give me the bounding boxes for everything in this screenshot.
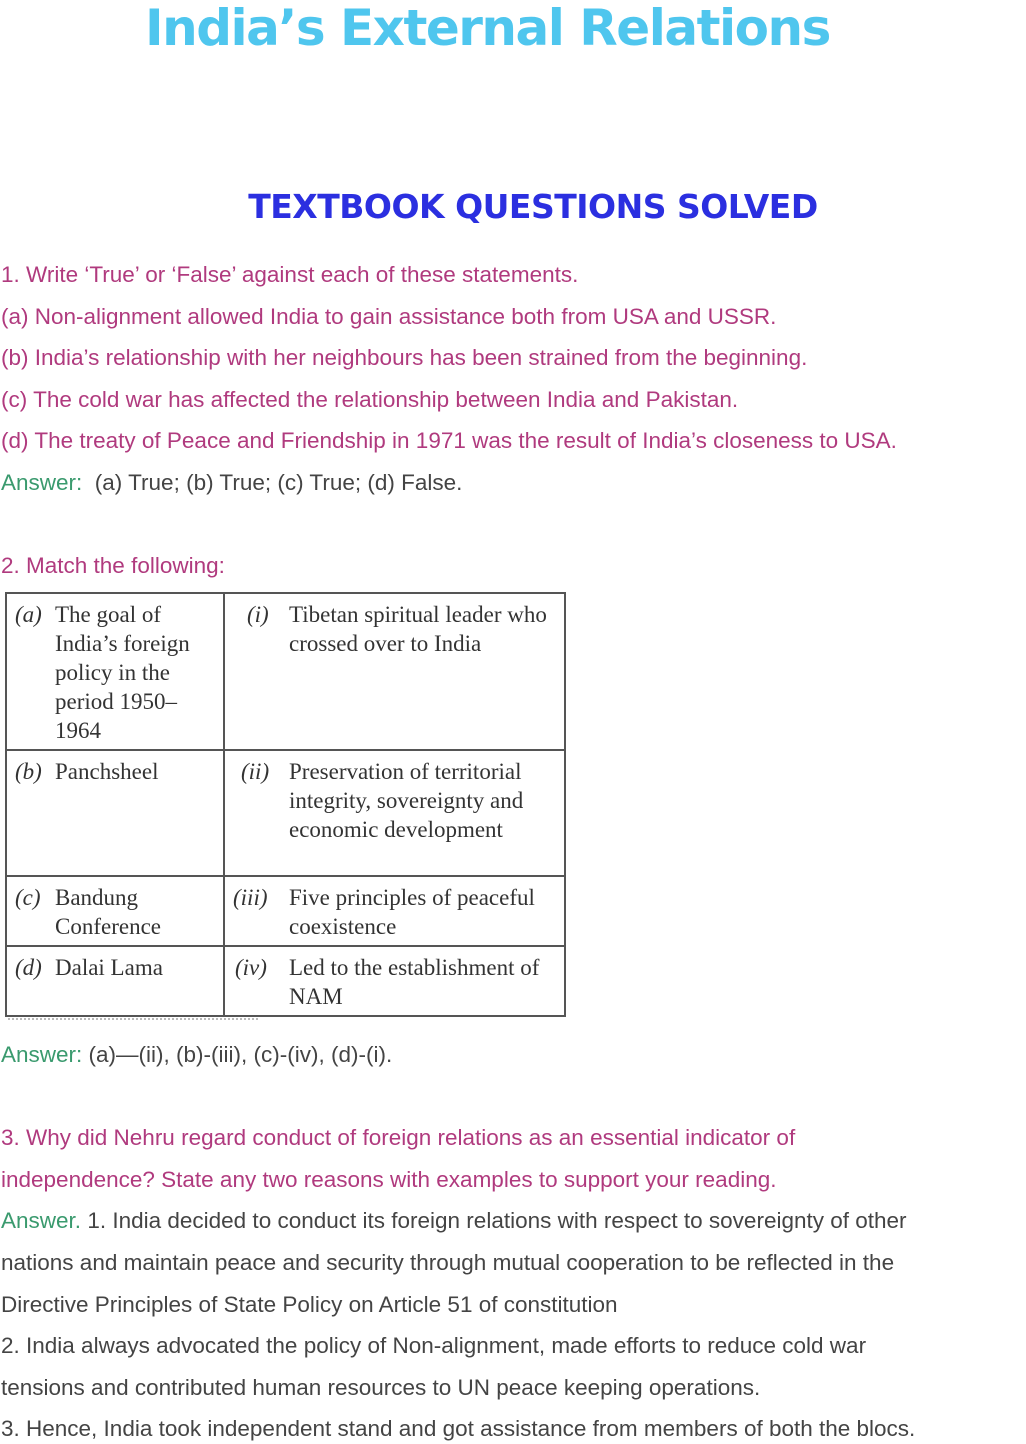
- match-text: Panchsheel: [55, 759, 159, 784]
- match-label: (c): [15, 885, 41, 910]
- q2-answer: [1, 1040, 392, 1070]
- table-row: [6, 593, 565, 750]
- q2-question: 2. Match the following:: [1, 553, 225, 578]
- match-table: [5, 592, 566, 1017]
- match-right-cell-ii: [224, 750, 565, 876]
- q1-statement-a: (a) Non-alignment allowed India to gain assistance both from USA and USSR.: [1, 304, 777, 329]
- q3-answer-line-3: Directive Principles of State Policy on Article 51 of constitution: [1, 1292, 618, 1317]
- q3-question-line-1: 3. Why did Nehru regard conduct of foreign relations as an essential indicator of: [1, 1125, 796, 1150]
- match-left-cell-c: [6, 876, 224, 946]
- q3-answer-line-2: nations and maintain peace and security through mutual cooperation to be reflected in the: [1, 1250, 895, 1275]
- match-label: (iii): [233, 885, 268, 910]
- q3-answer-line-1: [1, 1206, 907, 1236]
- q1-answer-label: Answer:: [1, 470, 83, 495]
- match-text: Preservation of territorial integrity, sovereignty and economic development: [289, 759, 524, 842]
- scan-artifact-divider: [8, 1018, 258, 1024]
- q3-answer-label: Answer.: [1, 1208, 82, 1233]
- table-row: [6, 750, 565, 876]
- section-heading: TEXTBOOK QUESTIONS SOLVED: [248, 187, 818, 226]
- match-label: (i): [247, 602, 269, 627]
- q3-answer-text: 1. India decided to conduct its foreign relations with respect to sovereignty of other: [87, 1208, 907, 1233]
- match-text: Dalai Lama: [55, 955, 163, 980]
- match-label: (d): [15, 955, 42, 980]
- q1-statement-b: (b) India’s relationship with her neighbours has been strained from the beginning.: [1, 345, 808, 370]
- match-text: Bandung Conference: [55, 885, 161, 939]
- match-label: (b): [15, 759, 42, 784]
- q1-answer: [1, 468, 462, 498]
- match-text: The goal of India’s foreign policy in the period 1950–1964: [55, 602, 190, 743]
- page-title: India’s External Relations: [145, 0, 830, 57]
- q1-statement-c: (c) The cold war has affected the relationship between India and Pakistan.: [1, 387, 739, 412]
- match-label: (a): [15, 602, 42, 627]
- q3-answer-line-4: 2. India always advocated the policy of Non-alignment, made efforts to reduce cold war: [1, 1333, 867, 1358]
- match-right-cell-iv: [224, 946, 565, 1016]
- match-left-cell-a: [6, 593, 224, 750]
- q2-answer-label: Answer:: [1, 1042, 83, 1067]
- match-text: Led to the establishment of NAM: [289, 955, 540, 1009]
- q1-question: 1. Write ‘True’ or ‘False’ against each of these statements.: [1, 262, 579, 287]
- q3-answer-line-6: 3. Hence, India took independent stand and got assistance from members of both the blocs.: [1, 1416, 916, 1441]
- match-text: Tibetan spiritual leader who crossed over to India: [289, 602, 547, 656]
- q2-answer-text: (a)—(ii), (b)-(iii), (c)-(iv), (d)-(i).: [88, 1042, 393, 1067]
- q3-answer-line-5: tensions and contributed human resources to UN peace keeping operations.: [1, 1375, 761, 1400]
- table-row: [6, 946, 565, 1016]
- match-label: (ii): [241, 759, 270, 784]
- match-right-cell-i: [224, 593, 565, 750]
- match-left-cell-d: [6, 946, 224, 1016]
- q1-statement-d: (d) The treaty of Peace and Friendship in 1971 was the result of India’s closeness to USA.: [1, 428, 897, 453]
- table-row: [6, 876, 565, 946]
- match-right-cell-iii: [224, 876, 565, 946]
- match-left-cell-b: [6, 750, 224, 876]
- q3-question-line-2: independence? State any two reasons with examples to support your reading.: [1, 1167, 777, 1192]
- match-label: (iv): [235, 955, 267, 980]
- q1-answer-text: (a) True; (b) True; (c) True; (d) False.: [94, 470, 463, 495]
- match-text: Five principles of peaceful coexistence: [289, 885, 535, 939]
